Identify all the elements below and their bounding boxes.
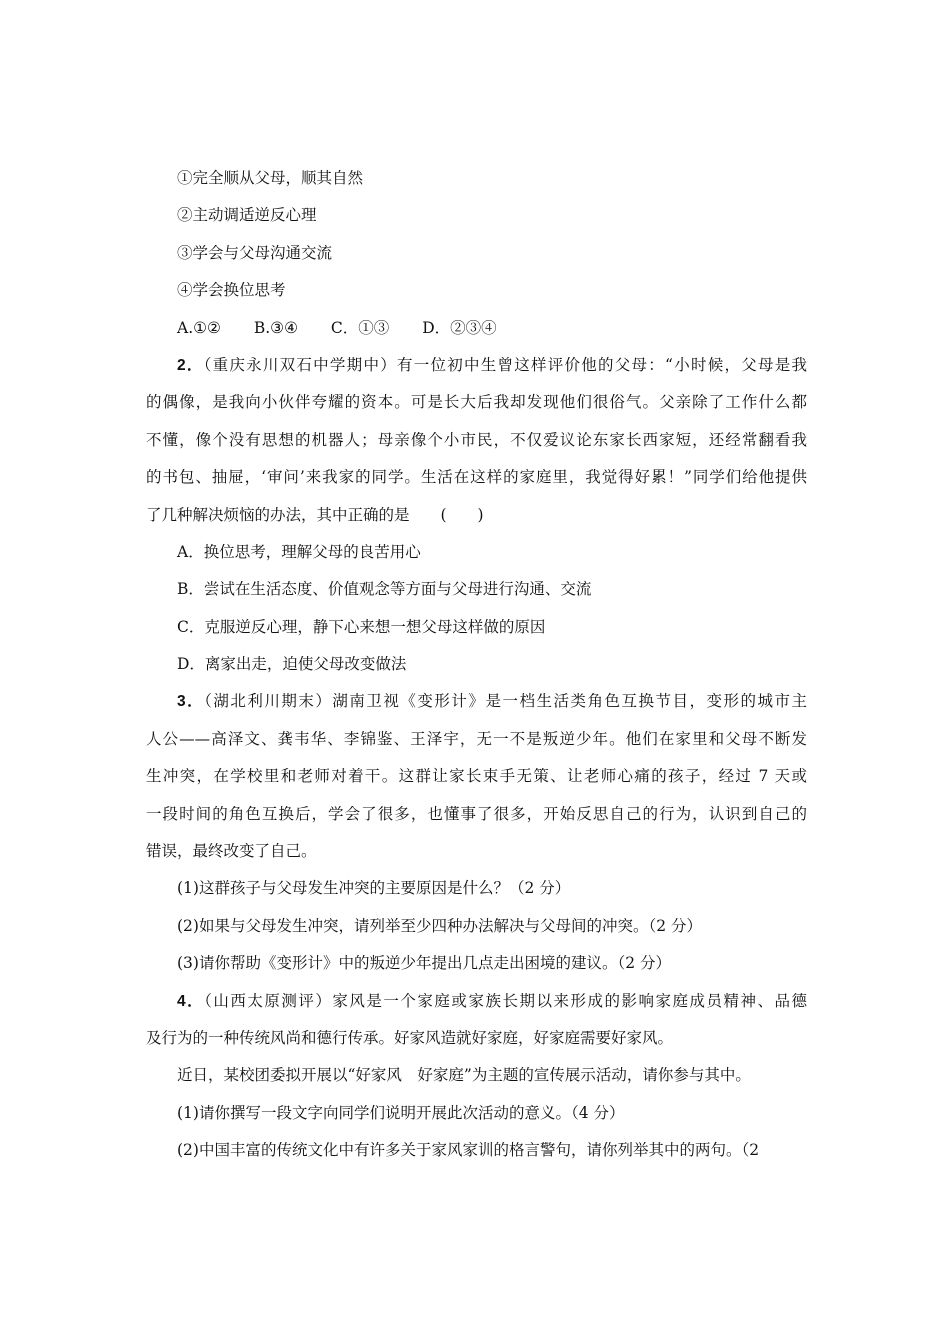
q2-stem-line-1: 2．（重庆永川双石中学期中）有一位初中生曾这样评价他的父母：“小时候，父母是我 bbox=[177, 355, 807, 374]
q2-option-c: C．克服逆反心理，静下心来想一想父母这样做的原因 bbox=[177, 617, 546, 636]
q3-sub-1: (1)这群孩子与父母发生冲突的主要原因是什么？（2 分） bbox=[177, 879, 571, 898]
q1-option-a: A.①② bbox=[177, 318, 221, 337]
q2-stem-line-4: 的书包、抽屉，‘审问’来我家的同学。生活在这样的家庭里，我觉得好累！”同学们给他提供 bbox=[146, 468, 807, 487]
q3-stem-line-2: 人公——高泽文、龚韦华、李锦鉴、王泽宇，无一不是叛逆少年。他们在家里和父母不断发 bbox=[146, 729, 807, 748]
q3-stem-line-5: 错误，最终改变了自己。 bbox=[146, 842, 317, 861]
q1-option-d: D．②③④ bbox=[422, 318, 497, 337]
q1-statement-3: ③学会与父母沟通交流 bbox=[177, 243, 333, 262]
q4-stem-line-1: 4．（山西太原测评）家风是一个家庭或家族长期以来形成的影响家庭成员精神、品德 bbox=[177, 991, 807, 1010]
q4-number: 4． bbox=[177, 992, 205, 1010]
q2-option-b: B．尝试在生活态度、价值观念等方面与父母进行沟通、交流 bbox=[177, 580, 592, 599]
q2-option-d: D．离家出走，迫使父母改变做法 bbox=[177, 655, 407, 674]
q1-statement-1: ①完全顺从父母，顺其自然 bbox=[177, 169, 364, 187]
q1-statement-2: ②主动调适逆反心理 bbox=[177, 206, 317, 225]
q1-options bbox=[146, 310, 807, 347]
q2-number: 2． bbox=[177, 356, 204, 374]
q3-number: 3． bbox=[177, 693, 205, 711]
q4-intro: 近日，某校团委拟开展以“好家风 好家庭”为主题的宣传展示活动，请你参与其中。 bbox=[177, 1066, 751, 1085]
q3-stem-line-1: 3．（湖北利川期末）湖南卫视《变形计》是一档生活类角色互换节目，变形的城市主 bbox=[177, 692, 807, 711]
q2-stem-line-2: 的偶像，是我向小伙伴夸耀的资本。可是长大后我却发现他们很俗气。父亲除了工作什么都 bbox=[146, 393, 807, 412]
q4-stem-line-2: 及行为的一种传统风尚和德行传承。好家风造就好家庭，好家庭需要好家风。 bbox=[146, 1028, 674, 1047]
q3-sub-2: (2)如果与父母发生冲突，请列举至少四种办法解决与父母间的冲突。（2 分） bbox=[177, 916, 702, 935]
q2-option-a: A．换位思考，理解父母的良苦用心 bbox=[177, 542, 421, 561]
q3-sub-3: (3)请你帮助《变形计》中的叛逆少年提出几点走出困境的建议。（2 分） bbox=[177, 954, 671, 973]
q1-statement-4: ④学会换位思考 bbox=[177, 281, 286, 300]
q4-sub-1: (1)请你撰写一段文字向同学们说明开展此次活动的意义。（4 分） bbox=[177, 1103, 625, 1122]
q3-stem-line-4: 一段时间的角色互换后，学会了很多，也懂事了很多，开始反思自己的行为，认识到自己的 bbox=[146, 804, 807, 823]
q3-stem-line-3: 生冲突，在学校里和老师对着干。这群让家长束手无策、让老师心痛的孩子，经过 7 天或 bbox=[146, 767, 807, 786]
q4-sub-2: (2)中国丰富的传统文化中有许多关于家风家训的格言警句，请你列举其中的两句。（2 bbox=[177, 1141, 760, 1160]
q1-option-c: C．①③ bbox=[330, 318, 390, 337]
q2-stem-line-5: 了几种解决烦恼的办法，其中正确的是 ( ) bbox=[146, 505, 484, 524]
q1-option-b: B.③④ bbox=[253, 318, 298, 337]
q2-stem-line-3: 不懂，像个没有思想的机器人；母亲像个小市民，不仅爱议论东家长西家短，还经常翻看我 bbox=[146, 430, 807, 449]
